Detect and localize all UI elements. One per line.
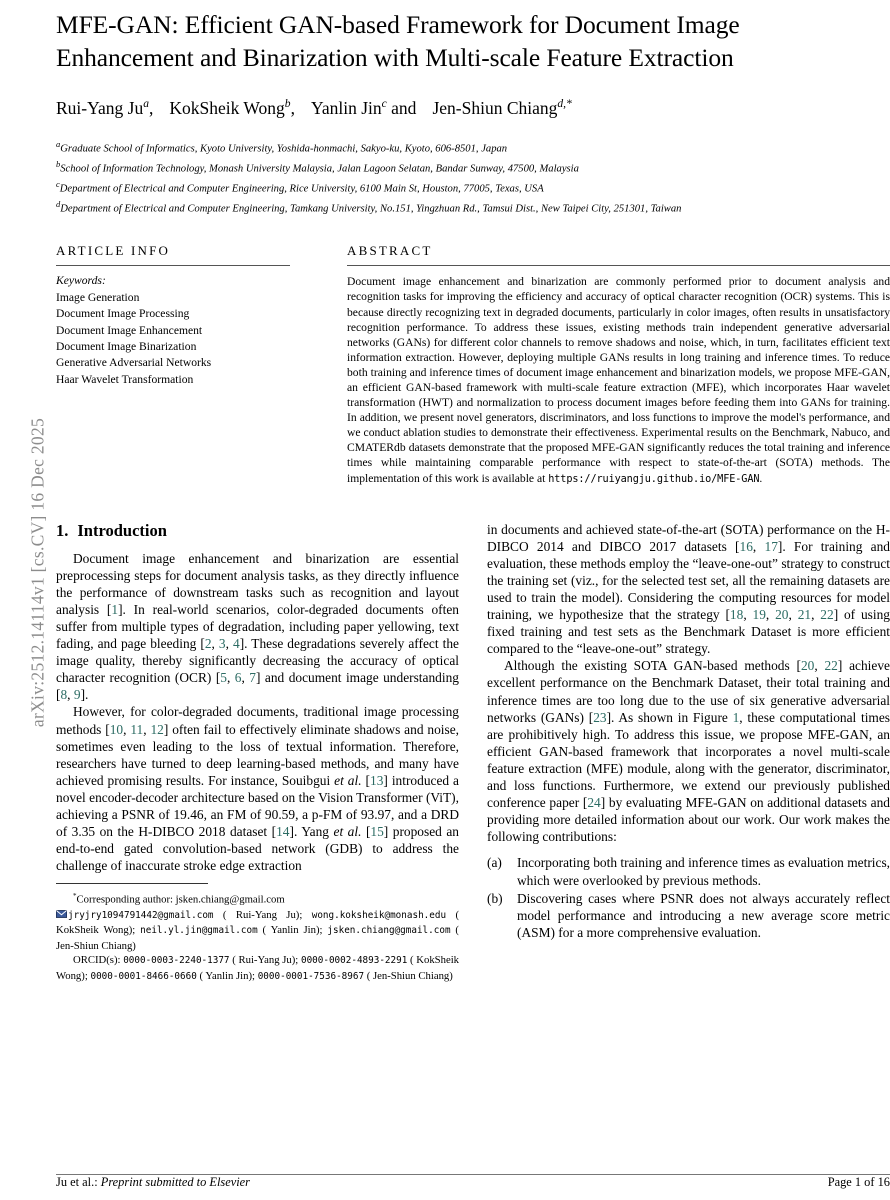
citation-link[interactable]: 8 <box>60 687 68 703</box>
emphasis-text: et al. <box>333 824 362 840</box>
asterisk-mark: * <box>73 892 77 901</box>
section-number: 1. <box>56 520 69 540</box>
affiliation-mark: d <box>56 199 61 210</box>
paragraph: in documents and achieved state-of-the-art (SOTA) performance on the H-DIBCO 2014 and DIBCO 2017 datasets [16, 17]. For training and evaluation, these methods employ the “leave-one-out” strategy to construct the training set (viz., for the selected test set, all the remaining datasets are used to train the model). Considering the computing resources for model training, we hypothesize that the strategy [18, 19, 20, 21, 22] of using fixed training and test sets as the Benchmark Dataset is more efficient compared to the “leave-one-out” strategy. <box>487 521 890 657</box>
article-info-heading: ARTICLE INFO <box>56 243 171 259</box>
corresponding-author: Corresponding author: jsken.chiang@gmail.com <box>76 893 285 906</box>
page-footer <box>56 1174 890 1191</box>
keyword-item: Document Image Binarization <box>56 339 197 353</box>
keyword-item: Document Image Processing <box>56 307 190 321</box>
corresponding-author-line <box>56 889 459 907</box>
paragraph: However, for color-degraded documents, traditional image processing methods [10, 11, 12] often fail to effectively eliminate shadows and noise, sometimes even leading to the loss of textual information. Therefore, researchers have turned to deep learning-based methods, and many have achieved promising results. For instance, Souibgui et al. [13] introduced a novel encoder-decoder architecture based on the Vision Transformer (ViT), achieving a PSNR of 19.46, an FM of 90.59, a p-FM of 93.97, and a DRD of 3.35 on the H-DIBCO 2018 dataset [14]. Yang et al. [15] proposed an end-to-end gated convolution-based network (GDB) to address the challenge of inaccurate stroke edge extraction <box>56 704 460 874</box>
citation-link[interactable]: 3 <box>218 636 226 652</box>
affiliation-list <box>56 137 890 218</box>
citation-link[interactable]: 9 <box>73 687 81 703</box>
paper-content <box>56 0 890 985</box>
orcid-owner-name: ( KokSheik Wong); <box>56 954 460 982</box>
footnote-rule <box>56 883 208 884</box>
citation-link[interactable]: 7 <box>249 670 256 686</box>
author-name: Rui-Yang Ju$^a$, <box>56 97 154 118</box>
email-list[interactable] <box>56 909 459 952</box>
author-name: Yanlin Jin$^c$ and <box>310 97 417 118</box>
keyword-item: Generative Adversarial Networks <box>56 356 212 370</box>
orcid-label: ORCID(s): <box>73 954 121 967</box>
email-address[interactable]: neil.yl.jin@gmail.com <box>140 925 258 937</box>
citation-link[interactable]: 12 <box>150 721 164 737</box>
emphasis-text: et al. <box>334 772 362 788</box>
citation-link[interactable]: 24 <box>587 795 601 811</box>
article-info-rule <box>56 265 290 266</box>
orcid-id[interactable]: 0000-0002-4893-2291 <box>300 955 408 967</box>
keywords-label: Keywords: <box>56 274 106 288</box>
body-columns <box>56 521 890 985</box>
affiliation-item: $^a$Graduate School of Informatics, Kyoto University, Yoshida-honmachi, Sakyo-ku, Kyoto, 606-8501, Japan <box>56 138 508 155</box>
abstract-body: Document image enhancement and binarization are commonly performed prior to document analysis and recognition tasks for improving the efficiency and accuracy of optical character recognition (OCR) systems. This is because directly recognizing text in degraded documents, particularly in color images, often results in unsatisfactory recognition performance. To address these issues, existing methods train independent generative adversarial networks (GANs) for different color channels to remove shadows and noise, which, in turn, facilitates efficient text information extraction. However, deploying multiple GANs results in long training and inference times. To reduce both training and inference times of document image enhancement and binarization models, we propose MFE-GAN, an efficient GAN-based framework with multi-scale feature extraction (MFE), which incorporates Haar wavelet transformation (HWT) and normalization to process document images before feeding them into GANs for training. In addition, we present novel generators, discriminators, and loss functions to improve the model's performance, and we conduct ablation studies to demonstrate their effectiveness. Experimental results on the Benchmark, Nabuco, and CMATERdb datasets demonstrate that the proposed MFE-GAN significantly reduces the total training and inference times while maintaining comparable performance with respect to state-of-the-art (SOTA) methods. The implementation of this work is available at <box>347 275 890 485</box>
email-owner-name: ( Rui-Yang Ju); <box>213 908 312 921</box>
email-owner-name: ( KokSheik Wong); <box>56 908 459 937</box>
citation-link[interactable]: 22 <box>824 658 838 674</box>
author-affiliation-mark: d,* <box>557 98 572 110</box>
footnote-text <box>56 889 459 984</box>
orcid-id[interactable]: 0000-0001-8466-0660 <box>90 970 197 982</box>
contribution-text: Incorporating both training and inference times as evaluation metrics, which were overlooked by previous methods. <box>517 855 890 888</box>
citation-link[interactable]: 22 <box>820 607 834 623</box>
citation-link[interactable]: 19 <box>752 607 766 623</box>
affiliation-mark: a <box>56 138 61 149</box>
footer-submitted: Preprint submitted to Elsevier <box>100 1175 250 1189</box>
citation-link[interactable]: 17 <box>764 538 778 554</box>
paragraph: Document image enhancement and binarization are essential preprocessing steps for document analysis tasks, as they directly influence the performance of downstream tasks such as recognition and layout analysis [1]. In real-world scenarios, color-degraded documents often suffer from multiple types of degradation, including paper yellowing, text fading, and page bleeding [2, 3, 4]. These degradations severely affect the image quality, thereby significantly decreasing the accuracy of optical character recognition (OCR) [5, 6, 7] and document image understanding [8, 9]. <box>56 550 459 703</box>
contributions-list <box>487 854 890 940</box>
author-list <box>56 92 890 120</box>
abstract-heading: ABSTRACT <box>347 243 433 259</box>
orcid-owner-name: ( Jen-Shiun Chiang) <box>364 969 453 982</box>
author-affiliation-mark: a <box>143 98 149 110</box>
citation-link[interactable]: 1 <box>732 709 740 725</box>
keyword-item: Document Image Enhancement <box>56 323 203 337</box>
left-column <box>56 521 459 985</box>
info-abstract-row <box>56 243 890 486</box>
citation-link[interactable]: 6 <box>234 670 242 686</box>
citation-link[interactable]: 10 <box>109 721 124 737</box>
citation-link[interactable]: 20 <box>800 658 815 674</box>
orcid-id[interactable]: 0000-0003-2240-1377 <box>123 955 230 967</box>
title-line-1: MFE-GAN: Efficient GAN-based Framework for Document Image <box>56 10 740 39</box>
author-affiliation-mark: b <box>284 98 291 110</box>
title-line-2: Enhancement and Binarization with Multi-scale Feature Extraction <box>56 43 734 72</box>
contribution-item <box>487 890 890 941</box>
citation-link[interactable]: 15 <box>370 824 384 840</box>
citation-link[interactable]: 4 <box>233 636 240 652</box>
paragraph: Although the existing SOTA GAN-based methods [20, 22] achieve excellent performance on the Benchmark Dataset, their total training and inference times are too long due to the use of six generative adversarial networks (GANs) [23]. As shown in Figure 1, these computational times are prohibitively high. To address this issue, we propose MFE-GAN, an efficient GAN-based framework that incorporates a novel multi-scale feature extraction (MFE) module, along with the generator, discriminator, and loss functions. Furthermore, we extend our previously published conference paper [24] by evaluating MFE-GAN on additional datasets and providing more detailed information about our work. Our work makes the following contributions: <box>487 658 890 845</box>
right-column <box>487 521 890 985</box>
contribution-marker: (b) <box>487 890 503 906</box>
affiliation-mark: b <box>56 158 61 169</box>
contribution-marker: (a) <box>487 855 502 871</box>
abstract-text <box>347 274 890 486</box>
email-address[interactable]: jsken.chiang@gmail.com <box>327 925 451 937</box>
citation-link[interactable]: 1 <box>111 601 119 617</box>
footnote-block <box>56 883 459 984</box>
abstract-tail: . <box>759 471 763 485</box>
orcid-owner-name: ( Yanlin Jin); <box>196 969 258 982</box>
citation-link[interactable]: 14 <box>276 824 290 840</box>
affiliation-item: $^d$Department of Electrical and Computer Engineering, Tamkang University, No.151, Yingzhuan Rd., Tamsui Dist., New Taipei City, 251301, Taiwan <box>56 199 682 215</box>
footer-left <box>56 1174 250 1191</box>
keyword-item: Image Generation <box>56 290 140 304</box>
project-url[interactable]: https://ruiyangju.github.io/MFE-GAN <box>548 473 760 485</box>
keywords-list <box>56 290 347 388</box>
citation-link[interactable]: 16 <box>739 538 753 554</box>
keyword-item: Haar Wavelet Transformation <box>56 372 194 386</box>
orcid-id[interactable]: 0000-0001-7536-8967 <box>257 970 365 982</box>
author-affiliation-mark: c <box>381 98 387 110</box>
article-info-column <box>56 243 347 486</box>
affiliation-item: $^b$School of Information Technology, Monash University Malaysia, Jalan Lagoon Selatan, Bandar Sunway, 47500, Malaysia <box>56 158 579 175</box>
orcid-lines <box>56 953 459 984</box>
keywords-block <box>56 273 347 388</box>
citation-link[interactable]: 13 <box>370 772 384 788</box>
email-owner-name: ( Yanlin Jin); <box>257 924 328 937</box>
abstract-rule <box>347 265 890 266</box>
author-name: KokSheik Wong$^b$, <box>169 97 295 118</box>
citation-link[interactable]: 21 <box>797 607 812 623</box>
abstract-column <box>347 243 890 486</box>
arxiv-stamp: arXiv:2512.14114v1 [cs.CV] 16 Dec 2025 <box>27 417 48 728</box>
citation-link[interactable]: 20 <box>775 607 789 623</box>
contribution-text: Discovering cases where PSNR does not always accurately reflect model performance and introducing a new average score metric (ASM) for a more comprehensive evaluation. <box>517 890 890 940</box>
citation-link[interactable]: 5 <box>220 670 227 686</box>
email-lines <box>56 908 459 954</box>
email-owner-name: ( Jen-Shiun Chiang) <box>56 924 459 952</box>
citation-link[interactable]: 2 <box>204 636 212 652</box>
affiliation-item: $^c$Department of Electrical and Computer Engineering, Rice University, 6100 Main St, Houston, 77005, Texas, USA <box>56 179 544 195</box>
section-heading-introduction <box>56 521 459 541</box>
envelope-icon <box>56 908 66 915</box>
author-name: Jen-Shiun Chiang$^{d,*}$ <box>432 97 572 118</box>
footer-author: Ju et al.: <box>56 1175 98 1189</box>
citation-link[interactable]: 18 <box>729 607 744 623</box>
orcid-owner-name: ( Rui-Yang Ju); <box>229 954 301 967</box>
citation-link[interactable]: 11 <box>130 721 144 737</box>
footer-page-number: Page 1 of 16 <box>827 1175 890 1189</box>
affiliation-mark: c <box>56 179 60 190</box>
page-title <box>56 8 890 74</box>
contribution-item <box>487 854 890 888</box>
citation-link[interactable]: 23 <box>593 709 607 725</box>
email-address[interactable]: jryjry1094791442@gmail.com <box>68 909 214 921</box>
email-address[interactable]: wong.koksheik@monash.edu <box>311 909 447 921</box>
section-title: Introduction <box>77 520 167 540</box>
